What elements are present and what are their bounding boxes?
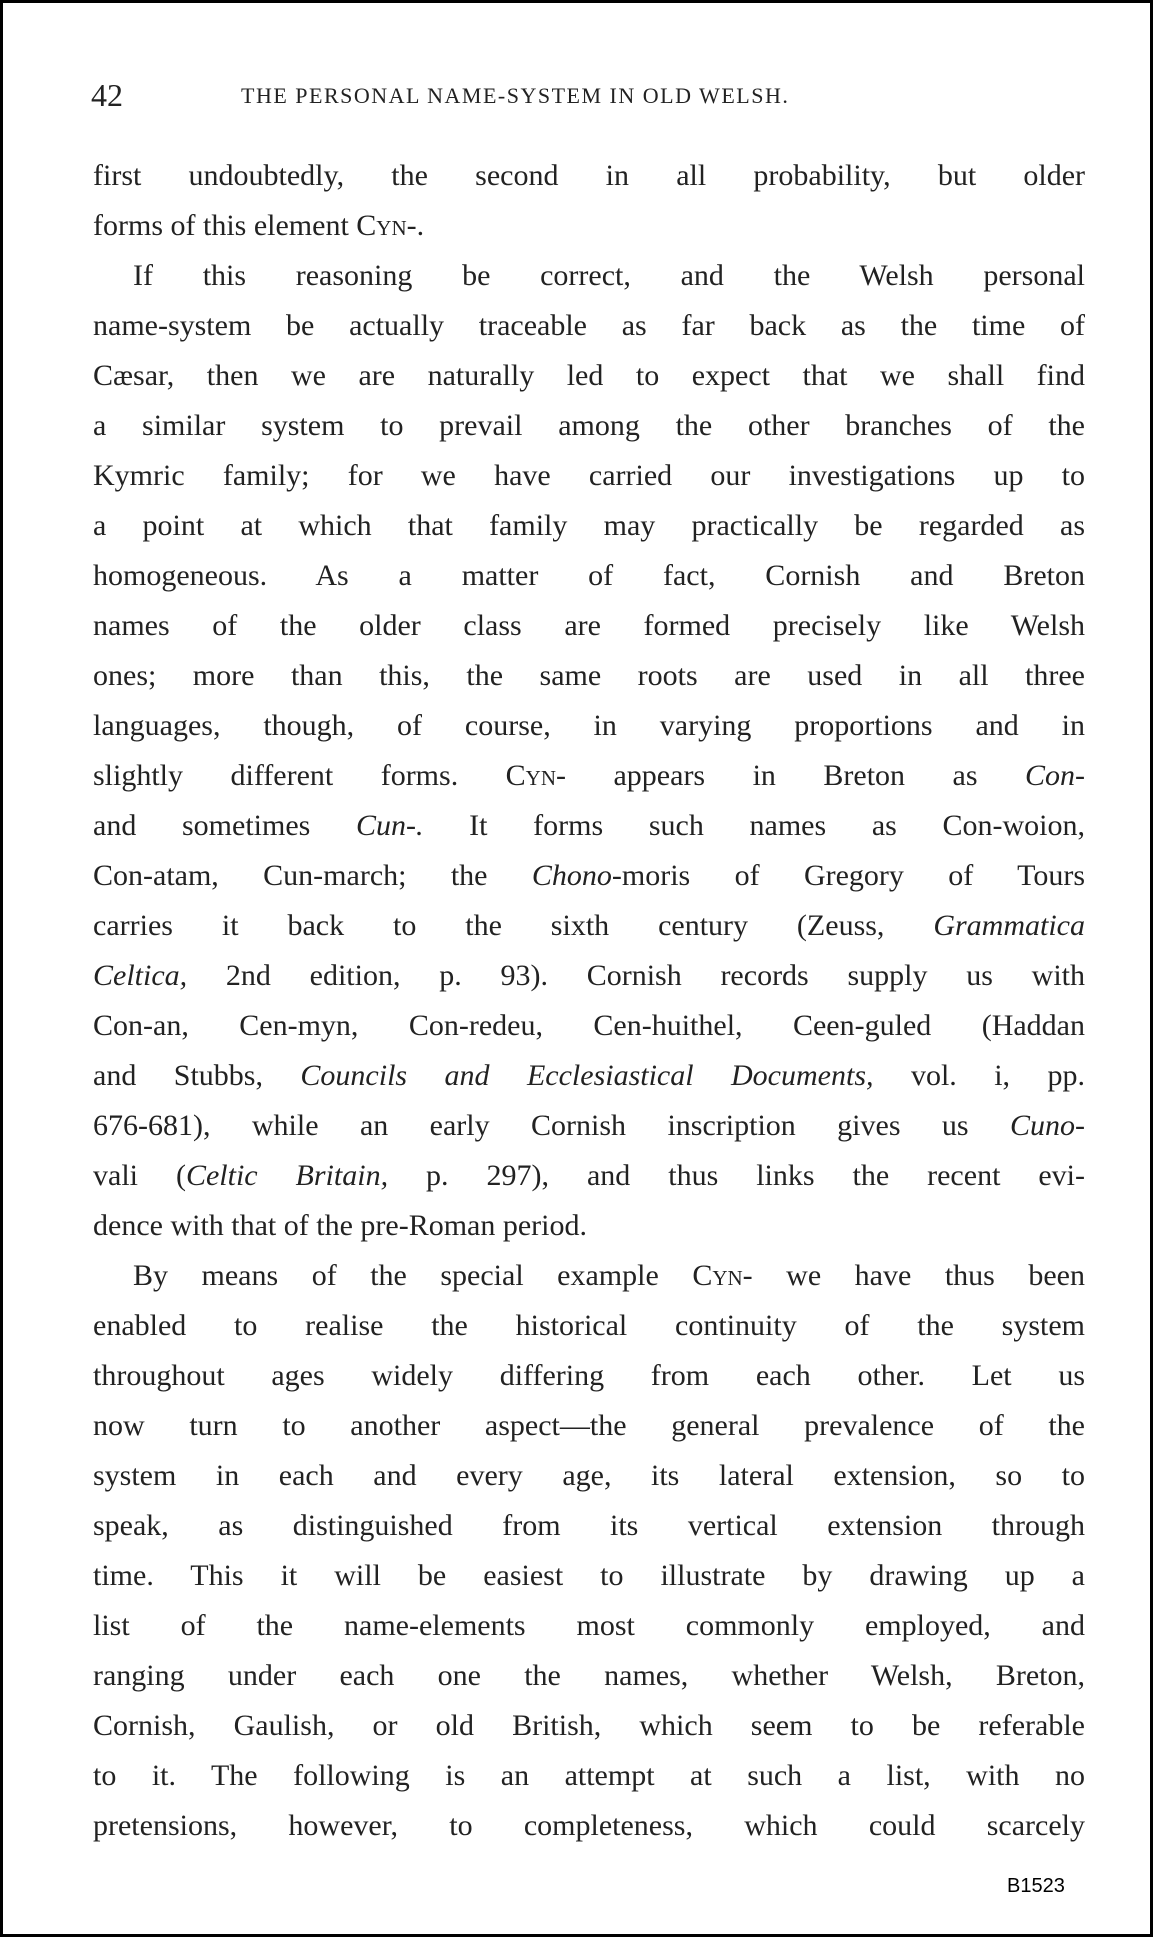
italic-text: Cuno- [1010, 1109, 1085, 1142]
text-line [93, 1751, 1085, 1801]
text-line [93, 351, 1085, 401]
text-segment: slightly different forms. [93, 759, 506, 792]
text-segment: appears in Breton as [566, 759, 1025, 792]
text-segment: throughout ages widely differing from each other. Let us [93, 1359, 1085, 1392]
text-segment: dence with that of the pre-Roman period. [93, 1209, 588, 1242]
small-caps-text: Cyn- [505, 759, 567, 792]
text-segment: pretensions, however, to completeness, which could scarcely [93, 1809, 1085, 1842]
italic-text: Councils and Ecclesiastical Documents, [300, 1059, 874, 1092]
body-text [93, 151, 1085, 1851]
text-segment: It forms such names as Con-woion, [423, 809, 1085, 842]
text-line [93, 901, 1085, 951]
text-segment: system in each and every age, its lateral extension, so to [93, 1459, 1085, 1492]
text-segment: to it. The following is an attempt at such a list, with no [93, 1759, 1085, 1792]
italic-text: Celtic Britain, [185, 1159, 389, 1192]
text-segment: and Stubbs, [93, 1059, 301, 1092]
text-segment: -moris of Gregory of Tours [611, 859, 1085, 892]
text-segment: If this reasoning be correct, and the Welsh personal [133, 259, 1085, 292]
text-line [93, 1151, 1085, 1201]
text-line [93, 1201, 1085, 1251]
text-segment: vali ( [93, 1159, 186, 1192]
text-segment: a similar system to prevail among the other branches of the [93, 409, 1085, 442]
text-segment: list of the name-elements most commonly employed, and [93, 1609, 1085, 1642]
text-line [93, 1401, 1085, 1451]
text-line [93, 1701, 1085, 1751]
page-number: 42 [91, 77, 123, 113]
small-caps-text: Cyn- [692, 1259, 753, 1292]
text-line [93, 751, 1085, 801]
text-line [93, 1251, 1085, 1301]
text-segment: names of the older class are formed precisely like Welsh [93, 609, 1085, 642]
italic-text: Chono [531, 859, 612, 892]
italic-text: Celtica, [93, 959, 188, 992]
text-segment: speak, as distinguished from its vertical extension through [93, 1509, 1085, 1542]
text-segment: now turn to another aspect—the general prevalence of the [93, 1409, 1085, 1442]
text-segment: languages, though, of course, in varying proportions and in [93, 709, 1085, 742]
text-segment: forms of this element [93, 209, 357, 242]
text-line [93, 501, 1085, 551]
text-segment: homogeneous. As a matter of fact, Cornish and Breton [93, 559, 1085, 592]
text-line [93, 151, 1085, 201]
text-line [93, 1451, 1085, 1501]
text-segment: ones; more than this, the same roots are used in all three [93, 659, 1085, 692]
text-line [93, 951, 1085, 1001]
text-line [93, 1501, 1085, 1551]
text-segment: first undoubtedly, the second in all probability, but older [93, 159, 1085, 192]
text-segment: time. This it will be easiest to illustrate by drawing up a [93, 1559, 1085, 1592]
text-segment: name-system be actually traceable as far back as the time of [93, 309, 1085, 342]
text-line [93, 801, 1085, 851]
running-title: THE PERSONAL NAME-SYSTEM IN OLD WELSH. [241, 83, 790, 108]
page-code: B1523 [1007, 1875, 1065, 1897]
text-segment: vol. i, pp. [873, 1059, 1085, 1092]
text-line [93, 701, 1085, 751]
italic-text: Grammatica [933, 909, 1085, 942]
text-segment: and sometimes [93, 809, 356, 842]
text-line [93, 251, 1085, 301]
text-line [93, 601, 1085, 651]
text-segment: ranging under each one the names, whether Welsh, Breton, [93, 1659, 1085, 1692]
text-segment: Cæsar, then we are naturally led to expect that we shall find [93, 359, 1085, 392]
text-line [93, 401, 1085, 451]
text-line [93, 1651, 1085, 1701]
text-line [93, 851, 1085, 901]
text-line [93, 551, 1085, 601]
text-segment: 676-681), while an early Cornish inscription gives us [93, 1109, 1010, 1142]
text-segment: Con-an, Cen-myn, Con-redeu, Cen-huithel, Ceen-guled (Haddan [93, 1009, 1085, 1042]
text-line [93, 1601, 1085, 1651]
text-segment: enabled to realise the historical continuity of the system [93, 1309, 1085, 1342]
text-line [93, 1001, 1085, 1051]
text-line [93, 1101, 1085, 1151]
text-line [93, 201, 1085, 251]
text-line [93, 451, 1085, 501]
text-segment: we have thus been [752, 1259, 1085, 1292]
text-segment: a point at which that family may practically be regarded as [93, 509, 1085, 542]
small-caps-text: Cyn-. [356, 209, 425, 242]
text-line [93, 1801, 1085, 1851]
text-line [93, 1301, 1085, 1351]
page-header [91, 77, 991, 117]
text-line [93, 651, 1085, 701]
text-line [93, 1051, 1085, 1101]
italic-text: Con- [1025, 759, 1085, 792]
italic-text: Cun-. [356, 809, 424, 842]
text-segment: Cornish, Gaulish, or old British, which seem to be referable [93, 1709, 1085, 1742]
text-segment: p. 297), and thus links the recent evi- [388, 1159, 1085, 1192]
text-line [93, 301, 1085, 351]
text-segment: carries it back to the sixth century (Zeuss, [93, 909, 934, 942]
text-line [93, 1551, 1085, 1601]
text-line [93, 1351, 1085, 1401]
text-segment: Kymric family; for we have carried our investigations up to [93, 459, 1085, 492]
text-segment: By means of the special example [133, 1259, 693, 1292]
text-segment: 2nd edition, p. 93). Cornish records supply us with [187, 959, 1085, 992]
text-segment: Con-atam, Cun-march; the [93, 859, 532, 892]
